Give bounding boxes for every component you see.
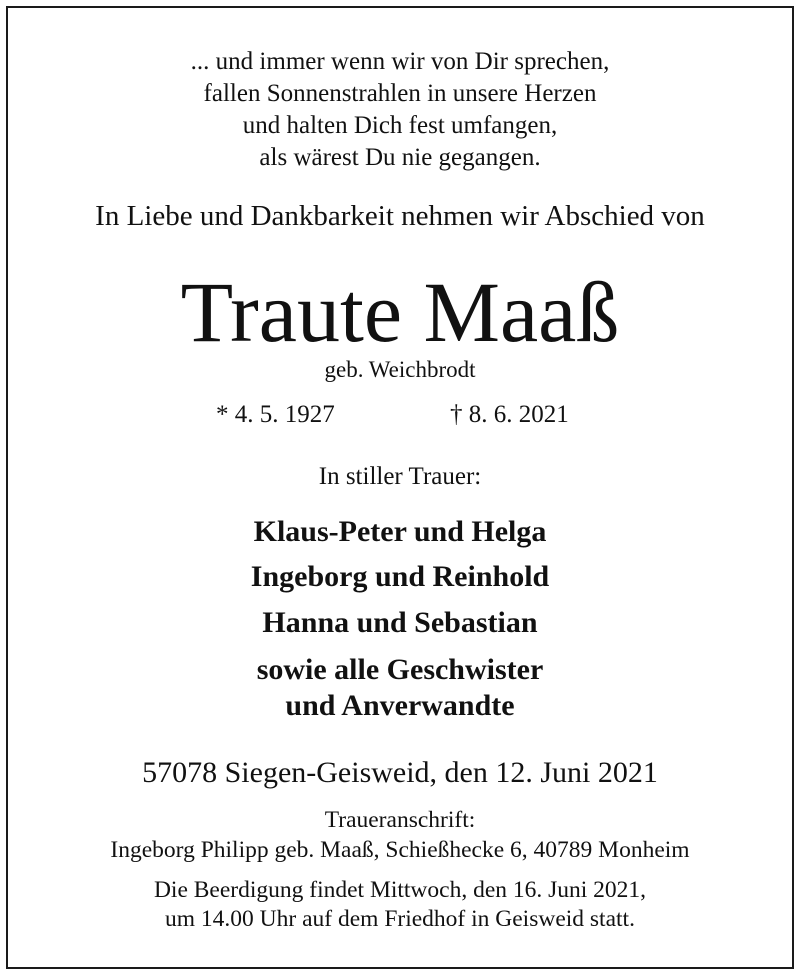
death-date: † 8. 6. 2021: [450, 401, 569, 428]
mourner-line: Klaus-Peter und Helga: [253, 515, 547, 548]
mourning-label: In stiller Trauer:: [318, 463, 482, 490]
mourning-address: Ingeborg Philipp geb. Maaß, Schießhecke 6, 40789 Monheim: [110, 837, 690, 863]
address-label: Traueranschrift:: [324, 807, 476, 833]
funeral-info-line: Die Beerdigung findet Mittwoch, den 16. Juni 2021,: [153, 877, 647, 903]
place-and-date: 57078 Siegen-Geisweid, den 12. Juni 2021: [142, 756, 658, 789]
birth-name: geb. Weichbrodt: [324, 357, 476, 382]
birth-date: * 4. 5. 1927: [216, 401, 335, 428]
poem-line: fallen Sonnenstrahlen in unsere Herzen: [203, 80, 597, 107]
poem-line: als wärest Du nie gegangen.: [259, 144, 541, 171]
funeral-info-line: um 14.00 Uhr auf dem Friedhof in Geisweid statt.: [165, 906, 635, 932]
poem: [0, 46, 800, 174]
mourner-line: Hanna und Sebastian: [262, 606, 538, 639]
mourner-line: Ingeborg und Reinhold: [250, 560, 550, 593]
deceased-name: Traute Maaß: [180, 264, 620, 360]
poem-line: und halten Dich fest umfangen,: [242, 112, 558, 139]
farewell-intro: In Liebe und Dankbarkeit nehmen wir Abschied von: [95, 200, 705, 232]
mourner-line: und Anverwandte: [285, 689, 515, 722]
mourner-line: sowie alle Geschwister: [256, 653, 544, 686]
poem-line: ... und immer wenn wir von Dir sprechen,: [190, 48, 610, 75]
